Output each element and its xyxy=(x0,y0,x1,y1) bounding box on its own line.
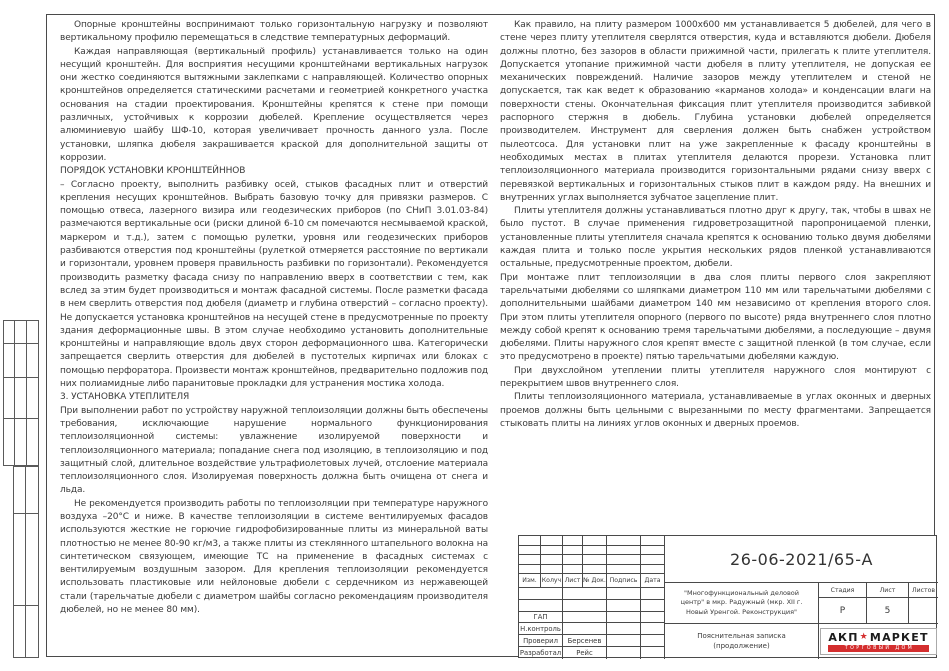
logo-subtitle: ТОРГОВЫЙ ДОМ xyxy=(828,645,928,653)
title-block xyxy=(518,535,937,658)
stage-value-cell: Р xyxy=(819,598,867,624)
left-text-column xyxy=(60,19,488,617)
signature-row-name xyxy=(563,588,607,600)
project-name: "Многофункциональный деловой центр" в мкр. Радужный (мкр. XII г. Новый Уренгой. Реконструкция" xyxy=(665,583,819,624)
signature-row-name xyxy=(563,612,607,624)
paragraph: Плиты теплоизоляционного материала, устанавливаемые в углах оконных и дверных проемов должны быть цельными с вырезанными по месту фрагментами. Запрещается стыковать плиты на линиях углов оконных и дверных проемов. xyxy=(500,392,931,429)
stage-header-cell: Стадия xyxy=(819,583,867,598)
signature-row-name xyxy=(563,623,607,635)
signature-row-label: Разработал xyxy=(519,649,562,658)
signature-row-label: Проверил xyxy=(519,635,563,647)
stage-header-cell: Листов xyxy=(909,583,938,598)
revision-header-cell: Дата xyxy=(641,574,665,588)
stage-value-cell xyxy=(909,598,938,624)
stage-header-cell: Лист xyxy=(867,583,909,598)
logo-text-left: АКП xyxy=(828,630,859,644)
section-heading: ПОРЯДОК УСТАНОВКИ КРОНШТЕЙННОВ xyxy=(60,166,246,177)
paragraph: Как правило, на плиту размером 1000х600 мм устанавливается 5 дюбелей, для чего в стене через плиту утеплителя сверлятся отверстия, куда и вставляются дюбели. Дюбеля должны плотно, без зазоров в области прижимной части, прилегать к плите утеплителя. Допускается утопание прижимной части дюбеля в плиту утеплителя, не допуская ее механических повреждений. Наличие зазоров между утеплителем и стеной не допускается, так как ведет к образованию «карманов холода» и конденсации влаги на поверхности стены. Окончательная фиксация плит утеплителя производится забивкой распорного стержня в дюбель. Глубина установки дюбелей определяется производителем. Инструмент для сверления должен быть снабжен устройством пылеотсоса. Для установки плит на уже закрепленные к фасаду кронштейны в необходимых местах в плитах утеплителя делаются прорези. Установка плит теплоизоляционного материала производится горизонтальными рядами снизу вверх с перевязкой вертикальных и горизонтальных стыков плит в каждом ряду. На внешних и внутренних углах выполняется зубчатое зацепление плит. xyxy=(500,20,931,203)
document-title xyxy=(665,624,819,659)
revision-header-cell: № Док. xyxy=(583,574,607,588)
logo-text-right: МАРКЕТ xyxy=(869,630,929,644)
signature-row-label xyxy=(519,588,563,600)
paragraph: При двухслойном утеплении плиты утеплителя наружного слоя монтируют с перекрытием швов внутреннего слоя. xyxy=(500,365,931,390)
paragraph: Опорные кронштейны воспринимают только горизонтальную нагрузку и позволяют вертикальному профилю перемещаться в следствие температурных деформаций. xyxy=(60,20,488,44)
paragraph: Каждая направляющая (вертикальный профиль) устанавливается только на один несущий кронштейн. Для восприятия несущими кронштейнами вертикальных нагрузок они жестко соединяются вытяжными заклепками с направляющей. Количество опорных кронштейнов определяется статическими расчетами и геометрией конкретного участка основания на стадии проектирования. Кронштейны крепятся к стене при помощи различных, устойчивых к коррозии дюбелей. Крепление осуществляется через алюминиевую шайбу ШФ-10, которая увеличивает прочность данного узла. После установки, шляпка дюбеля закрашивается краской для дополнительной защиты от коррозии. xyxy=(60,46,488,163)
stage-value-cell: 5 xyxy=(867,598,909,624)
paragraph: Плиты утеплителя должны устанавливаться плотно друг к другу, так, чтобы в швах не было пустот. В случае применения гидроветрозащитной паропроницаемой пленки, установленные плиты утеплителя сначала крепятся к основанию только двумя дюбелями каждая плита и только после укрытия нескольких рядов пленкой устанавливаются остальные, предусмотренные проектом, дюбели. xyxy=(500,206,931,270)
stage-value-row xyxy=(819,598,938,624)
signature-row-label: Н.контроль xyxy=(519,623,563,635)
akp-market-logo xyxy=(820,628,936,656)
right-text-column xyxy=(500,19,931,431)
signature-row-label: ГАП xyxy=(519,612,563,624)
logo-cell xyxy=(819,624,938,659)
paragraph: – Согласно проекту, выполнить разбивку осей, стыков фасадных плит и отверстий крепления несущих кронштейнов. Выбрать базовую точку для привязки размеров. С помощью отвеса, лазерного визира или геодезических приборов (по СНиП 3.01.03-84) размечаются вертикальные оси (риски длиной 6-10 см помечаются несмываемой краской, маркером и т.д.), затем с помощью рулетки, уровня или геодезических приборов разбиваются отверстия под кронштейны (рулеткой отмеряется расстояние по вертикали и горизонтали, уровнем проверя правильность разбивки по горизонтали). Рекомендуется производить разметку фасада снизу по направлению вверх в соответствии с тем, как вслед за этим будет производиться и монтаж фасадной системы. После разметки фасада в нем сверлить отверстия под дюбеля (диаметр и глубина отверстий – согласно проекту). Не допускается установка кронштейнов на несущей стене в предусмотренные по проекту здания деформационные швы. В этом случае необходимо установить дополнительные кронштейны и направляющие вдоль двух сторон деформационного шва. Категорически запрещается сверлить отверстия для дюбелей в пустотелых кирпичах или блоках с помощью перфоратора. Произвести монтаж кронштейнов, предварительно подложив под них полиамидные либо паранитовые прокладки для устранения мостика холода. xyxy=(60,179,488,390)
revision-table-header xyxy=(519,574,665,588)
margin-stamp-grid-top xyxy=(3,320,39,466)
signature-row-name xyxy=(563,600,607,612)
paragraph: При монтаже плит теплоизоляции в два слоя плиты первого слоя закрепляют тарельчатыми дюбелями со шляпками диаметром 110 мм или тарельчатыми дюбелями с дополнительными шайбами диаметром 140 мм независимо от крепления второго слоя. При этом плиты утеплителя опорного (первого по высоте) ряда внутреннего слоя плотно между собой крепят к основанию тремя тарельчатыми дюбелями, а последующие – двумя дюбелями. Плиты наружного слоя крепят вместе с защитной пленкой (в том случае, если это предусмотрено в проекте) пятью тарельчатыми дюбелями каждую. xyxy=(500,272,931,363)
stage-header-row xyxy=(819,583,938,598)
signature-row-name: Рейс xyxy=(563,647,607,659)
document-title-line: (продолжение) xyxy=(713,641,770,650)
revision-header-cell: Лист xyxy=(563,574,583,588)
signature-table xyxy=(519,588,665,659)
star-icon: ★ xyxy=(859,631,869,642)
revision-header-cell: Изм. xyxy=(519,574,541,588)
paragraph: При выполнении работ по устройству наружной теплоизоляции должны быть обеспечены требования, исключающие нарушение нормального функционирования теплоизоляционной системы: увлажнение изолируемой поверхности и теплоизоляционного материала; попадание снега под изоляцию, в теплоизоляцию и под защитный слой, длительное воздействие ультрафиолетовых лучей, отслоение материала теплоизоляционного слоя. Изолируемая поверхность должна быть очищена от снега и льда. xyxy=(60,405,488,496)
revision-entry-rows xyxy=(519,536,665,574)
section-heading: 3. УСТАНОВКА УТЕПЛИТЕЛЯ xyxy=(60,392,190,403)
revision-header-cell: Колуч xyxy=(541,574,563,588)
document-number: 26-06-2021/65-А xyxy=(665,536,938,583)
margin-stamp-grid-bottom xyxy=(13,466,39,658)
signature-row-name: Берсенев xyxy=(563,635,607,647)
document-title-line: Пояснительная записка xyxy=(697,632,786,641)
revision-header-cell: Подпись xyxy=(607,574,641,588)
signature-row-label xyxy=(519,600,563,612)
paragraph: Не рекомендуется производить работы по теплоизоляции при температуре наружного воздуха –20°С и ниже. В качестве теплоизоляции в системе вентилируемых фасадов используются жесткие не горючие гидрофобизированные плиты из минеральной ваты плотностью не менее 80-90 кг/м3, а также плиты из стеклянного штапельного волокна на синтетическом связующем, имеющие ТС на применение в фасадных системах с вентилируемым воздушным зазором. Для крепления теплоизоляции рекомендуется использовать пластиковые или нейлоновые дюбели с сердечником из нержавеющей стали (тарельчатые дюбели с диаметром шайбы согласно рекомендациям производителя дюбелей, но не менее 80 мм). xyxy=(60,498,488,616)
